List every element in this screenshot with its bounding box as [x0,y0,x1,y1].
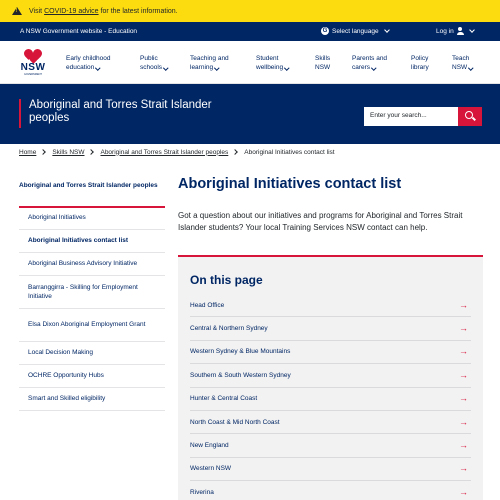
login-label: Log in [436,27,454,35]
google-translate-icon: G [322,28,328,34]
breadcrumb-skills-nsw[interactable]: Skills NSW [52,148,85,156]
user-icon [457,27,464,35]
anchor-link-southern-sydney[interactable] [190,364,471,387]
gov-site-text: A NSW Government website - Education [20,28,138,35]
arrow-right-icon: → [459,393,468,404]
anchor-link-riverina[interactable] [190,481,471,500]
select-language-button[interactable] [321,27,389,35]
nav-policy-library[interactable] [411,54,429,72]
nav-early-childhood[interactable] [66,54,110,72]
government-bar [0,22,500,41]
covid-banner-suffix: for the latest information. [100,7,178,15]
breadcrumb-aboriginal-peoples[interactable]: Aboriginal and Torres Strait Islander peoples [100,148,229,156]
select-language-label: Select language [332,27,379,35]
anchor-link-central-northern-sydney[interactable] [190,317,471,340]
anchor-link-north-coast[interactable] [190,411,471,434]
sidebar-item-local-decision-making[interactable]: Local Decision Making [19,342,165,365]
arrow-right-icon: → [459,486,468,497]
nav-label: Policy [411,55,429,62]
chevron-right-icon [41,149,47,155]
sidebar-item-smart-skilled[interactable]: Smart and Skilled eligibility [19,388,165,411]
covid-banner [0,0,500,22]
anchor-link-label: Western Sydney & Blue Mountains [190,348,291,356]
anchor-link-western-sydney[interactable] [190,341,471,364]
chevron-down-icon [371,65,376,70]
nav-label: learning [190,64,214,71]
anchor-link-label: New England [190,442,229,450]
breadcrumb [19,147,335,157]
hero-accent-bar [19,99,21,128]
anchor-link-label: Southern & South Western Sydney [190,371,291,379]
anchor-link-label: Western NSW [190,465,232,473]
nav-label: NSW [452,64,468,71]
chevron-down-icon [214,65,219,70]
anchor-link-hunter-central-coast[interactable] [190,388,471,411]
nav-label: Teach [452,55,470,62]
page-title: Aboriginal Initiatives contact list [178,176,402,192]
covid-banner-prefix: Visit [29,7,43,15]
anchor-link-western-nsw[interactable] [190,458,471,481]
nav-label: carers [352,64,371,71]
hero-title: Aboriginal and Torres Strait Islander peoples [29,99,212,124]
chevron-down-icon [468,65,473,70]
arrow-right-icon: → [459,440,468,451]
anchor-link-label: North Coast & Mid North Coast [190,418,280,426]
breadcrumb-current: Aboriginal Initiatives contact list [244,148,335,156]
nav-student-wellbeing[interactable] [256,54,289,72]
on-this-page-heading: On this page [190,273,263,287]
warning-icon [12,7,22,15]
nav-teach-nsw[interactable] [452,54,473,72]
search-input[interactable]: Enter your search... [364,107,458,126]
arrow-right-icon: → [459,463,468,474]
chevron-right-icon [232,149,238,155]
main-navigation [0,41,500,84]
nav-label: Teaching and [190,55,229,62]
nav-label: wellbeing [256,64,284,71]
on-this-page-list [190,294,471,500]
nsw-government-logo[interactable] [19,49,47,79]
anchor-link-label: Central & Northern Sydney [190,325,268,333]
arrow-right-icon: → [459,323,468,334]
anchor-link-label: Riverina [190,488,214,496]
anchor-link-label: Hunter & Central Coast [190,395,258,403]
breadcrumb-home[interactable]: Home [19,148,37,156]
sidebar-item-elsa-dixon[interactable]: Elsa Dixon Aboriginal Employment Grant [19,309,165,342]
nav-label: Skills [315,55,331,62]
nav-label: Public [140,55,158,62]
sidebar-item-ochre-hubs[interactable]: OCHRE Opportunity Hubs [19,365,165,388]
search-button[interactable] [458,107,482,126]
nav-teaching-learning[interactable] [190,54,229,72]
nav-label: education [66,64,95,71]
nav-label: NSW [315,64,331,71]
search-icon-handle [472,117,476,121]
chevron-down-icon [384,27,390,33]
logo-text: NSW [20,62,46,73]
nav-label: Early childhood [66,55,111,62]
sidebar-item-contact-list[interactable]: Aboriginal Initiatives contact list [19,230,165,253]
sidebar-item-aboriginal-initiatives[interactable]: Aboriginal Initiatives [19,207,165,230]
logo-subtext: GOVERNMENT [24,73,42,76]
nav-parents-carers[interactable] [352,54,387,72]
on-this-page-panel [178,255,483,500]
nav-label: library [411,64,429,71]
nav-label: schools [140,64,163,71]
nav-public-schools[interactable] [140,54,168,72]
arrow-right-icon: → [459,369,468,380]
arrow-right-icon: → [459,299,468,310]
nav-label: Parents and [352,55,388,62]
arrow-right-icon: → [459,416,468,427]
covid-advice-link[interactable]: COVID-19 advice [44,7,99,15]
chevron-down-icon [469,27,475,33]
chevron-down-icon [163,65,168,70]
chevron-down-icon [95,65,100,70]
login-button[interactable] [436,27,474,35]
sidebar-title[interactable]: Aboriginal and Torres Strait Islander peoples [19,182,158,189]
nav-skills-nsw[interactable] [315,54,330,72]
anchor-link-head-office[interactable] [190,294,471,317]
sidebar-nav [19,207,165,411]
sidebar-item-business-advisory[interactable]: Aboriginal Business Advisory Initiative [19,253,165,276]
chevron-down-icon [284,65,289,70]
chevron-right-icon [89,149,95,155]
sidebar-item-barranggirra[interactable]: Barranggirra - Skilling for Employment Initiative [19,276,165,309]
anchor-link-new-england[interactable] [190,434,471,457]
anchor-link-label: Head Office [190,301,225,309]
nav-label: Student [256,55,279,62]
intro-paragraph: Got a question about our initiatives and programs for Aboriginal and Torres Strait Islander students? Your local Training Services NSW contact can help. [178,211,463,232]
arrow-right-icon: → [459,346,468,357]
